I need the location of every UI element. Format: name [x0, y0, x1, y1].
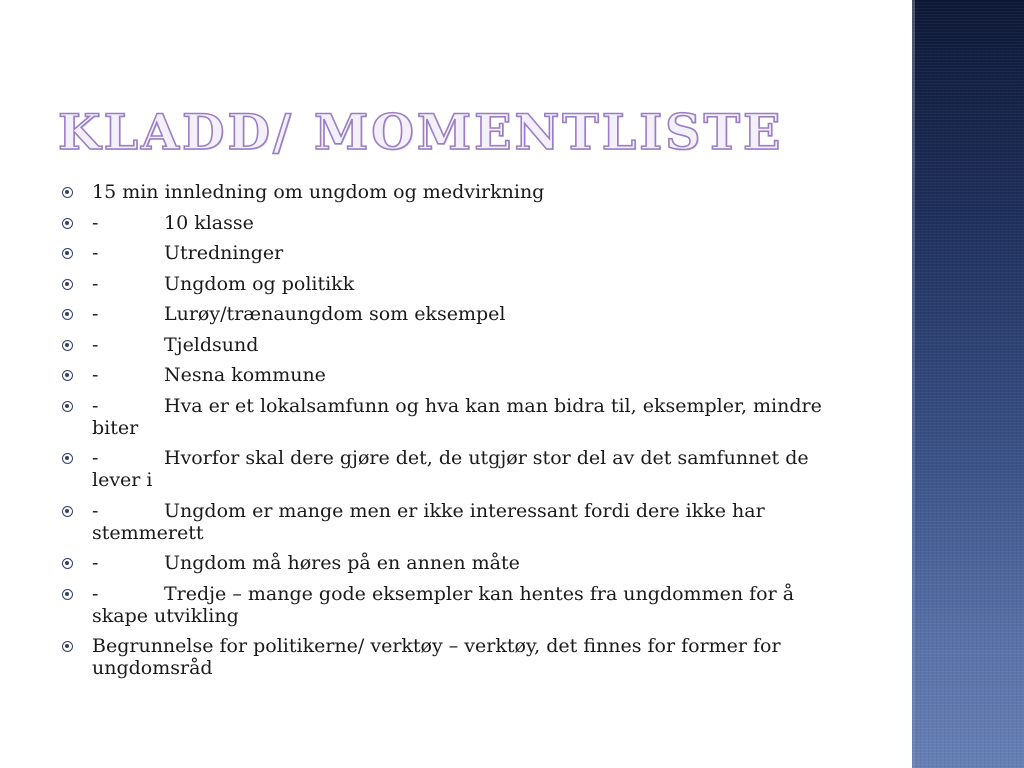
list-item — [62, 334, 842, 356]
list-item-dash: - — [92, 447, 99, 469]
list-item-text: Ungdom er mange men er ikke interessant fordi dere ikke har stemmerett — [92, 499, 765, 544]
list-item-text: Tredje – mange gode eksempler kan hentes fra ungdommen for å skape utvikling — [92, 582, 795, 627]
circled-dot-icon — [62, 506, 73, 517]
list-item-text: Utredninger — [164, 242, 284, 264]
list-item-dash: - — [92, 303, 99, 325]
circled-dot-icon — [62, 218, 73, 229]
list-item-text: Nesna kommune — [164, 364, 326, 386]
list-item — [62, 635, 842, 679]
circled-dot-icon — [62, 309, 73, 320]
list-item-dash: - — [92, 364, 99, 386]
list-item-text: 15 min innledning om ungdom og medvirkning — [92, 181, 545, 203]
list-item — [62, 303, 842, 325]
list-item — [62, 447, 842, 491]
list-item — [62, 181, 842, 203]
list-item-text: Begrunnelse for politikerne/ verktøy – verktøy, det finnes for former for ungdomsråd — [92, 635, 781, 679]
list-item-dash: - — [92, 582, 99, 605]
circled-dot-icon — [62, 279, 73, 290]
list-item-dash: - — [92, 394, 99, 417]
list-item — [62, 242, 842, 264]
decorative-side-band — [912, 0, 1024, 768]
list-item — [62, 395, 842, 439]
list-item-dash: - — [92, 552, 99, 574]
list-item — [62, 212, 842, 234]
circled-dot-icon — [62, 401, 73, 412]
circled-dot-icon — [62, 589, 73, 600]
list-item-text: Ungdom må høres på en annen måte — [164, 552, 520, 574]
circled-dot-icon — [62, 453, 73, 464]
side-band-edge — [912, 0, 915, 768]
list-item-dash: - — [92, 499, 99, 522]
list-item — [62, 364, 842, 386]
circled-dot-icon — [62, 558, 73, 569]
list-item-text: Ungdom og politikk — [164, 272, 355, 295]
slide-title: KLADD/ MOMENTLISTE — [58, 103, 784, 161]
circled-dot-icon — [62, 187, 73, 198]
list-item-dash: - — [92, 211, 99, 234]
list-item-text: 10 klasse — [164, 211, 254, 234]
circled-dot-icon — [62, 370, 73, 381]
list-item — [62, 500, 842, 544]
list-item-text: Hva er et lokalsamfunn og hva kan man bidra til, eksempler, mindre biter — [92, 394, 822, 439]
circled-dot-icon — [62, 248, 73, 259]
list-item-text: Hvorfor skal dere gjøre det, de utgjør stor del av det samfunnet de lever i — [92, 447, 809, 491]
list-item-text: Tjeldsund — [164, 333, 259, 356]
list-item-dash: - — [92, 272, 99, 295]
circled-dot-icon — [62, 340, 73, 351]
list-item-dash: - — [92, 333, 99, 356]
circled-dot-icon — [62, 641, 73, 652]
list-item — [62, 552, 842, 574]
list-item-text: Lurøy/trænaungdom som eksempel — [164, 303, 506, 325]
list-item-dash: - — [92, 242, 99, 264]
bullet-list — [62, 181, 842, 688]
list-item — [62, 273, 842, 295]
list-item — [62, 583, 842, 627]
